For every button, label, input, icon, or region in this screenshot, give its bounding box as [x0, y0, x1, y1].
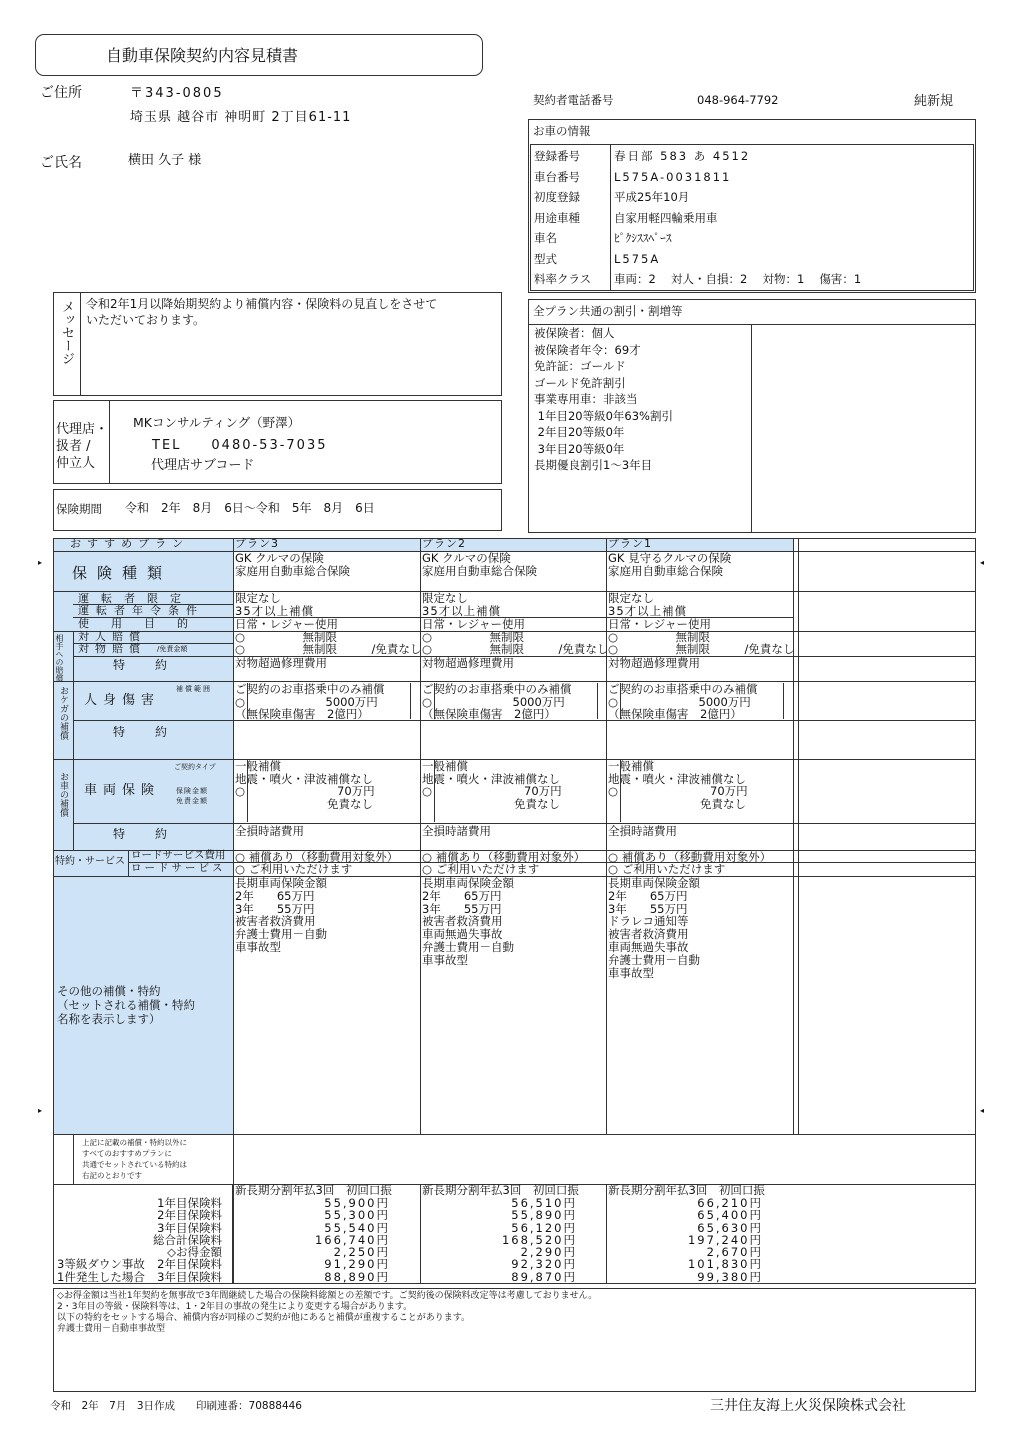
plan-road-service: ○ ご利用いただけます	[608, 862, 726, 876]
customer-name: 横田 久子 様	[128, 153, 202, 168]
discounts-header: 全プラン共通の割引・割増等	[533, 304, 683, 318]
premium-value: 2,250円	[333, 1245, 390, 1260]
plan-property: ○ 無制限 /免責なし	[422, 642, 609, 656]
plan-vehicle-special: 全損時諸費用	[608, 824, 677, 838]
vehicle-label: 車両保険	[84, 783, 161, 798]
message-text: 令和2年1月以降始期契約より補償内容・保険料の見直しをさせて いただいております。	[86, 297, 438, 327]
driver-limit-label: 運転者限定	[78, 592, 193, 605]
plan-personal-injury: ご契約のお車搭乗中のみ補償 ○ 5000万円 （無保険車傷害 2億円）	[608, 682, 758, 721]
vehicle-type-note: ご契約タイプ	[174, 763, 216, 771]
plan-type: GK 見守るクルマの保険 家庭用自動車総合保険	[608, 551, 732, 578]
premium-value: 65,400円	[697, 1208, 763, 1223]
plan-vehicle-special: 全損時諸費用	[235, 824, 304, 838]
personal-injury-label: 人身傷害	[84, 693, 161, 708]
downgrade-label: 1件発生した場合	[57, 1269, 145, 1284]
plan-premiums	[608, 1197, 763, 1283]
car-info-label: 用途車種	[534, 210, 580, 225]
premium-value: 99,380円	[697, 1269, 763, 1284]
premium-label-text: 1年目保険料	[157, 1196, 222, 1210]
plan-road-cost: ○ 補償あり（移動費用対象外）	[608, 850, 772, 864]
car-info-label: 料率クラス	[534, 272, 592, 286]
plan-road-cost: ○ 補償あり（移動費用対象外）	[235, 850, 399, 864]
premium-label	[57, 1258, 222, 1270]
premium-value: 2,670円	[706, 1245, 763, 1260]
arrow-right-icon: ▸	[38, 558, 43, 567]
name-label: ご氏名	[40, 155, 82, 171]
vehicle-special-label: 特約	[113, 827, 198, 841]
plan-vehicle: 一般補償 地震・噴火・津波補償なし ○ 70万円 免責なし	[235, 759, 375, 811]
plan-personal-injury: ご契約のお車搭乗中のみ補償 ○ 5000万円 （無保険車傷害 2億円）	[422, 682, 572, 721]
plan-driver-limit: 限定なし	[608, 591, 654, 605]
premium-value: 65,630円	[697, 1220, 763, 1235]
plan-usage: 日常・レジャー使用	[235, 617, 338, 631]
discount-line: 免許証：ゴールド	[534, 359, 626, 373]
recommend-plan-label: おすすめプラン	[70, 537, 190, 550]
plan-road-service: ○ ご利用いただけます	[235, 862, 353, 876]
premium-value: 92,320円	[511, 1257, 577, 1272]
premium-label-text: 2年目保険料	[157, 1208, 222, 1223]
premium-label-text: 3年目保険料	[157, 1220, 222, 1235]
company-name: 三井住友海上火災保険株式会社	[710, 1398, 906, 1414]
property-label: 対物賠償	[78, 642, 146, 655]
address-line: 埼玉県 越谷市 神明町 2丁目61-11	[130, 110, 352, 125]
discount-line: 被保険者年令：69才	[534, 342, 641, 357]
plan-others: 長期車両保険金額 2年 65万円 3年 55万円 ドラレコ通知等 被害者救済費用 車両無過失事故 弁護士費用－自動 車事故型	[608, 876, 700, 980]
plan-type: GK クルマの保険 家庭用自動車総合保険	[235, 551, 350, 578]
premium-value: 2,290円	[520, 1245, 577, 1260]
plan-driver-age: 35才以上補償	[422, 604, 502, 618]
car-info-label: 車台番号	[534, 169, 580, 184]
car-info-header: お車の情報	[533, 124, 591, 138]
arrow-left-icon: ◂	[980, 1106, 985, 1115]
plan-name: プラン2	[422, 537, 466, 550]
plan-driver-limit: 限定なし	[235, 591, 281, 605]
premium-value: 88,890円	[324, 1269, 390, 1284]
discount-line: 3年目20等級0年	[534, 441, 625, 456]
plan-type: GK クルマの保険 家庭用自動車総合保険	[422, 551, 537, 578]
injury-group-label: おケガの補償	[58, 686, 68, 740]
postal-code: 〒343-0805	[130, 86, 224, 101]
phone-label: 契約者電話番号	[533, 93, 614, 107]
premium-label-text: 3年目保険料	[157, 1269, 222, 1284]
premium-label	[57, 1271, 222, 1283]
driver-age-label: 運転者年令条件	[78, 604, 204, 617]
car-info-value: L575A-0031811	[614, 169, 732, 184]
car-info-table	[530, 144, 974, 291]
premium-label	[57, 1209, 222, 1221]
bodily-label: 対人賠償	[78, 630, 146, 643]
plan-property: ○ 無制限 /免責なし	[608, 642, 795, 656]
premium-value: 55,890円	[511, 1208, 577, 1223]
premium-label-text: 2年目保険料	[157, 1257, 222, 1272]
plan-premiums	[422, 1197, 577, 1283]
plan-driver-age: 35才以上補償	[608, 604, 688, 618]
discount-line: 被保険者：個人	[534, 326, 615, 340]
agent-label: 代理店・ 扱者 / 仲立人	[56, 422, 109, 471]
insurance-type-label: 保険種類	[72, 564, 173, 582]
premium-value: 56,510円	[511, 1196, 577, 1210]
notes-text: ◇お得金額は当社1年契約を無事故で3年間継続した場合の保険料総額との差額です。ご契約後の保険料改定等は考慮しておりません。 2・3年目の等級・保険料等は、1・2年目の事故の発生により変更する場合があります。 以下の特約をセットする場合、補償内容が同様のご契約が他にあると補償が重複することがあります。 弁護士費用－自動車事故型	[57, 1291, 598, 1334]
agent-tel: TEL 0480-53-7035	[152, 438, 328, 453]
premium-value: 56,120円	[511, 1220, 577, 1235]
page-title: 自動車保険契約内容見積書	[106, 46, 299, 65]
period-value: 令和 2年 8月 6日～令和 5年 8月 6日	[125, 501, 375, 515]
agent-name: MKコンサルティング（野澤）	[133, 415, 301, 430]
road-service-cost-label: ロードサービス費用	[131, 849, 226, 861]
premium-label-text: 総合計保険料	[153, 1232, 222, 1247]
plan-bodily: ○ 無制限	[235, 630, 338, 644]
property-note: /免責金額	[157, 645, 188, 653]
title-box	[35, 34, 483, 76]
vehicle-amount-note: 保険金額 免責金額	[176, 787, 208, 805]
phone-value: 048-964-7792	[697, 93, 779, 107]
plan-premiums	[235, 1197, 390, 1283]
plan-property: ○ 無制限 /免責なし	[235, 642, 422, 656]
discount-line: 事業専用車：非該当	[534, 392, 638, 406]
car-info-value: L575A	[614, 251, 661, 266]
agent-subcode: 代理店サブコード	[151, 458, 255, 473]
plan-name: プラン3	[235, 537, 279, 550]
premium-value: 55,540円	[324, 1220, 390, 1235]
coverage-scope-note: 補償範囲	[176, 685, 212, 693]
plan-usage: 日常・レジャー使用	[608, 617, 711, 631]
plan-special-liability: 対物超過修理費用	[235, 656, 327, 670]
injury-special-label: 特約	[113, 725, 198, 739]
others-label: その他の補償・特約 （セットされる補償・特約 名称を表示します）	[57, 984, 195, 1026]
period-label: 保険期間	[56, 502, 102, 516]
usage-label: 使用目的	[78, 617, 210, 630]
discount-line: 長期優良割引1～3年目	[534, 458, 653, 472]
premium-value: 55,900円	[324, 1196, 390, 1210]
premium-value: 89,870円	[511, 1269, 577, 1284]
plan-usage: 日常・レジャー使用	[422, 617, 525, 631]
road-service-label: ロードサービス	[131, 862, 226, 874]
vehicle-group-label: お車の補償	[58, 772, 68, 817]
plan-special-liability: 対物超過修理費用	[608, 656, 700, 670]
auto-set-note: 上記に記載の補償・特約以外に すべてのおすすめプランに 共通でセットされている特約は 右記のとおりです	[82, 1138, 187, 1180]
arrow-left-icon: ◂	[980, 558, 985, 567]
arrow-right-icon: ▸	[38, 1106, 43, 1115]
premium-value: 197,240円	[687, 1232, 763, 1247]
premium-label-text: ◇お得金額	[167, 1245, 222, 1260]
service-group-label: 特約・サービス	[55, 856, 125, 867]
plan-road-service: ○ ご利用いただけます	[422, 862, 540, 876]
plan-name: プラン1	[608, 537, 652, 550]
car-info-label: 車名	[534, 231, 557, 245]
contract-type: 純新規	[914, 94, 954, 109]
address-label: ご住所	[40, 85, 82, 101]
plan-special-liability: 対物超過修理費用	[422, 656, 514, 670]
liability-group-label: 相手への賠償	[55, 634, 64, 682]
car-info-value: 春日部 583 あ 4512	[614, 149, 751, 163]
premium-value: 101,830円	[687, 1257, 763, 1272]
car-info-value: ﾋﾟｸｼｽｽﾍﾟｰｽ	[614, 231, 672, 245]
created-date: 令和 2年 7月 3日作成 印刷連番：70888446	[50, 1400, 302, 1412]
car-info-value: 平成25年10月	[614, 190, 690, 204]
plan-payment: 新長期分割年払3回 初回口振	[608, 1183, 765, 1197]
plan-driver-limit: 限定なし	[422, 591, 468, 605]
car-info-label: 初度登録	[534, 190, 580, 204]
downgrade-label: 3等級ダウン事故	[57, 1257, 145, 1272]
premium-value: 166,740円	[314, 1232, 390, 1247]
premium-value: 168,520円	[501, 1232, 577, 1247]
discount-line: ゴールド免許割引	[534, 375, 626, 390]
plan-driver-age: 35才以上補償	[235, 604, 315, 618]
premium-labels	[57, 1197, 222, 1283]
plan-payment: 新長期分割年払3回 初回口振	[422, 1183, 579, 1197]
message-label: メッセージ	[59, 300, 74, 365]
plan-road-cost: ○ 補償あり（移動費用対象外）	[422, 850, 586, 864]
plan-vehicle-special: 全損時諸費用	[422, 824, 491, 838]
plan-vehicle: 一般補償 地震・噴火・津波補償なし ○ 70万円 免責なし	[422, 759, 562, 811]
plan-vehicle: 一般補償 地震・噴火・津波補償なし ○ 70万円 免責なし	[608, 759, 748, 811]
premium-value: 66,210円	[697, 1196, 763, 1210]
discount-line: 1年目20等級0年63%割引	[534, 408, 673, 423]
car-info-value: 自家用軽四輪乗用車	[614, 210, 718, 225]
premium-value: 91,290円	[324, 1257, 390, 1272]
liability-special-label: 特約	[113, 658, 198, 672]
car-info-value: 車両：2 対人・自損：2 対物：1 傷害：1	[614, 272, 862, 286]
car-info-label: 登録番号	[534, 149, 580, 163]
plan-others: 長期車両保険金額 2年 65万円 3年 55万円 被害者救済費用 車両無過失事故 弁護士費用－自動 車事故型	[422, 876, 514, 967]
premium-value: 55,300円	[324, 1208, 390, 1223]
plan-bodily: ○ 無制限	[608, 630, 711, 644]
plan-payment: 新長期分割年払3回 初回口振	[235, 1183, 392, 1197]
plan-bodily: ○ 無制限	[422, 630, 525, 644]
plan-personal-injury: ご契約のお車搭乗中のみ補償 ○ 5000万円 （無保険車傷害 2億円）	[235, 682, 385, 721]
plan-others: 長期車両保険金額 2年 65万円 3年 55万円 被害者救済費用 弁護士費用－自動 車事故型	[235, 876, 327, 954]
discount-line: 2年目20等級0年	[534, 425, 625, 439]
car-info-label: 型式	[534, 251, 557, 266]
